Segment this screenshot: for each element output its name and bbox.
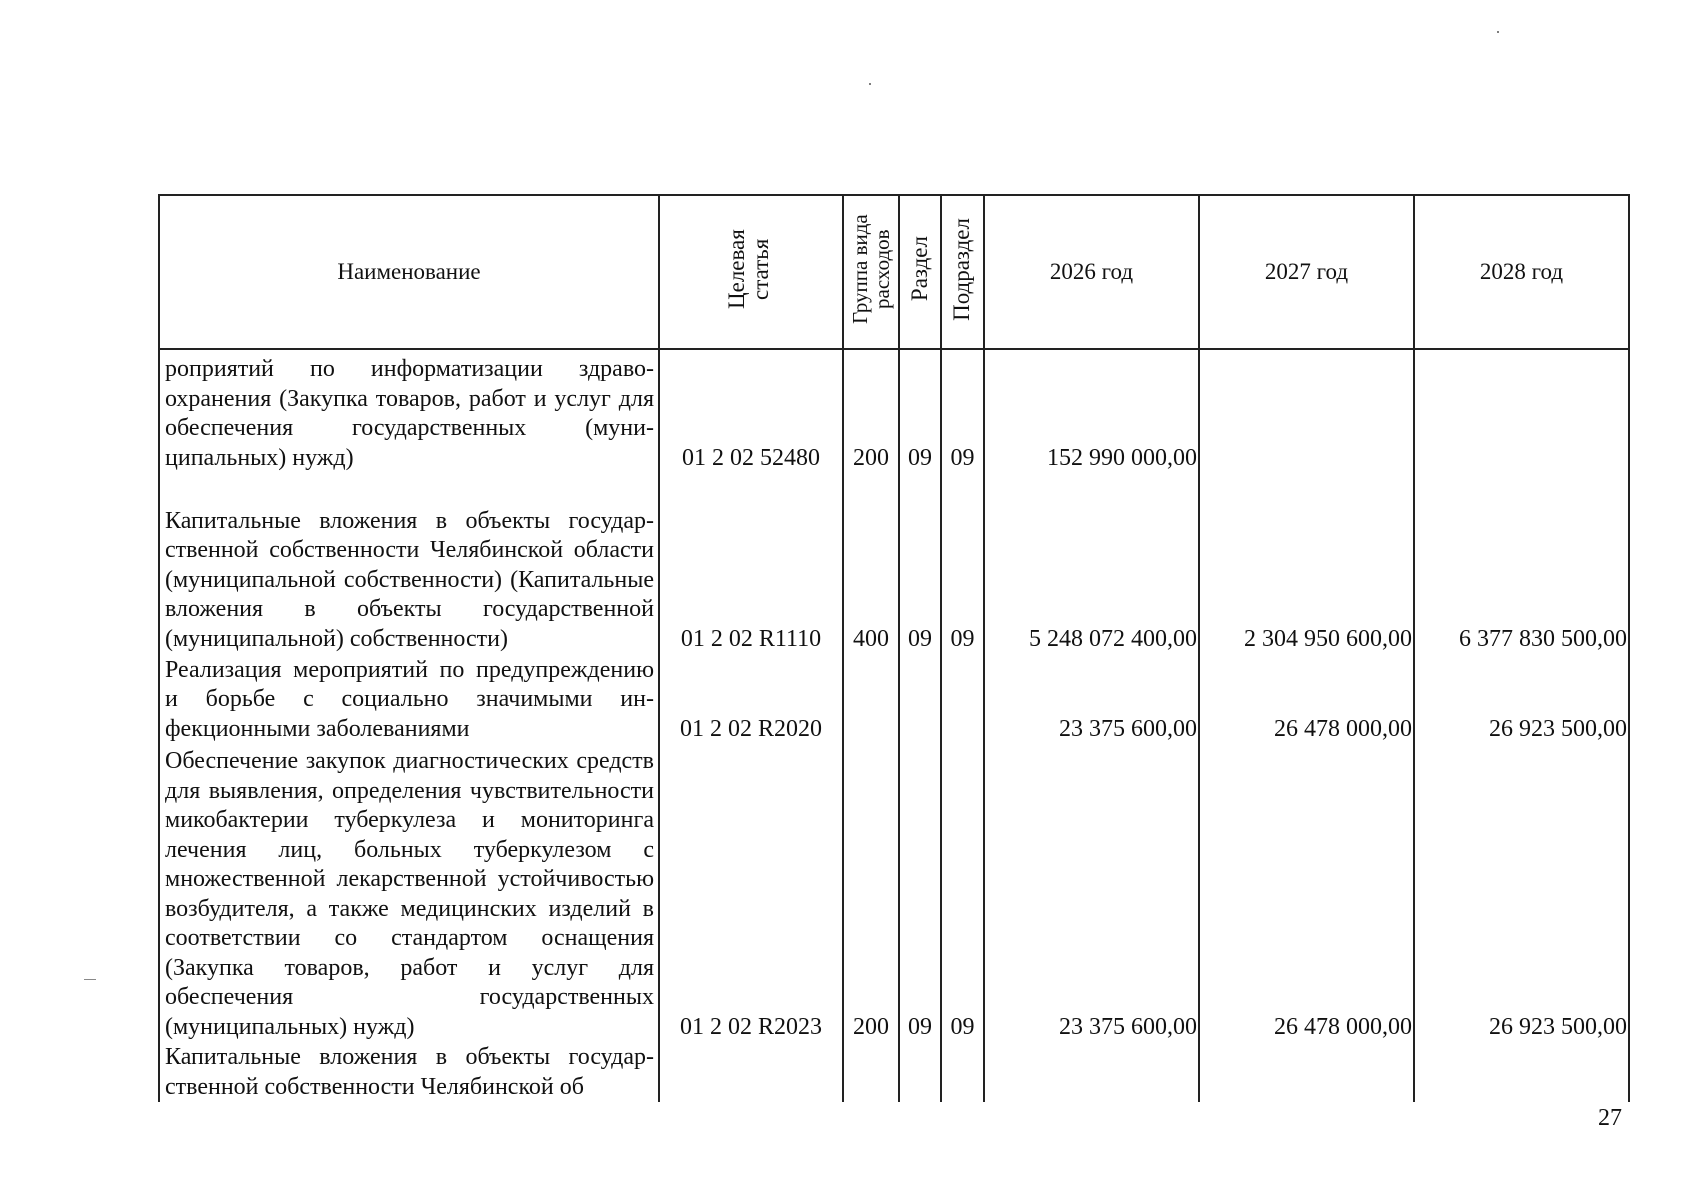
header-target-article: Целевая статья [659, 195, 843, 349]
row-expense-group: 400 [843, 473, 899, 654]
row-name: Обеспечение закупок диагностических средств для выявления, определения чувствительности микобактерии туберкулеза и мониторинга лечения лиц, больных туберкулезом с множественной лекарственной устойчивостью возбудителя, а также медицинских изделий в соответствии со стандартом оснащения (Закупка товаров, работ и услуг для обеспечения государственных (муниципальных) нужд) [159, 744, 659, 1042]
row-year-2027 [1199, 349, 1414, 473]
row-year-2027: 26 478 000,00 [1199, 654, 1414, 744]
row-year-2027: 2 304 950 600,00 [1199, 473, 1414, 654]
header-section: Раздел [899, 195, 941, 349]
row-subsection: 09 [941, 744, 984, 1042]
row-year-2028 [1414, 349, 1629, 473]
header-year-2027: 2027 год [1199, 195, 1414, 349]
row-target-article: 01 2 02 R2023 [659, 744, 843, 1042]
row-subsection: 09 [941, 349, 984, 473]
row-target-article [659, 1042, 843, 1102]
row-target-article: 01 2 02 R1110 [659, 473, 843, 654]
table-row [159, 1042, 1629, 1102]
row-expense-group [843, 654, 899, 744]
row-year-2028: 26 923 500,00 [1414, 744, 1629, 1042]
page-number: 27 [1598, 1105, 1622, 1131]
row-year-2027: 26 478 000,00 [1199, 744, 1414, 1042]
header-row [159, 195, 1629, 349]
row-year-2027 [1199, 1042, 1414, 1102]
row-year-2026: 152 990 000,00 [984, 349, 1199, 473]
row-name: Капитальные вложения в объекты государственной собственности Челябинской области (муниципальной собственности) (Капитальные вложения в объекты государственной (муниципальной) собственности) [159, 473, 659, 654]
row-expense-group: 200 [843, 744, 899, 1042]
row-name: роприятий по информатизации здравоохранения (Закупка товаров, работ и услуг для обеспечения государственных (муниципальных) нужд) [159, 349, 659, 473]
row-target-article: 01 2 02 52480 [659, 349, 843, 473]
row-subsection [941, 1042, 984, 1102]
row-name: Капитальные вложения в объекты государственной собственности Челябинской об [159, 1042, 659, 1102]
row-year-2026: 23 375 600,00 [984, 654, 1199, 744]
row-year-2026: 5 248 072 400,00 [984, 473, 1199, 654]
scan-speck [1497, 31, 1499, 33]
row-year-2028 [1414, 1042, 1629, 1102]
row-section: 09 [899, 349, 941, 473]
table-row [159, 349, 1629, 473]
header-subsection: Подраздел [941, 195, 984, 349]
row-year-2026 [984, 1042, 1199, 1102]
scan-speck [869, 83, 871, 85]
row-section [899, 1042, 941, 1102]
table-row [159, 473, 1629, 654]
table-row [159, 654, 1629, 744]
row-year-2028: 26 923 500,00 [1414, 654, 1629, 744]
table-row [159, 744, 1629, 1042]
row-year-2028: 6 377 830 500,00 [1414, 473, 1629, 654]
header-year-2028: 2028 год [1414, 195, 1629, 349]
row-expense-group: 200 [843, 349, 899, 473]
row-name: Реализация мероприятий по предупреждению и борьбе с социально значимыми инфекционными заболеваниями [159, 654, 659, 744]
scan-mark [84, 979, 96, 980]
row-subsection [941, 654, 984, 744]
row-section: 09 [899, 473, 941, 654]
header-year-2026: 2026 год [984, 195, 1199, 349]
header-name: Наименование [159, 195, 659, 349]
row-section [899, 654, 941, 744]
row-section: 09 [899, 744, 941, 1042]
row-year-2026: 23 375 600,00 [984, 744, 1199, 1042]
budget-table [158, 194, 1630, 1102]
row-subsection: 09 [941, 473, 984, 654]
row-target-article: 01 2 02 R2020 [659, 654, 843, 744]
header-expense-group: Группа вида расходов [843, 195, 899, 349]
row-expense-group [843, 1042, 899, 1102]
